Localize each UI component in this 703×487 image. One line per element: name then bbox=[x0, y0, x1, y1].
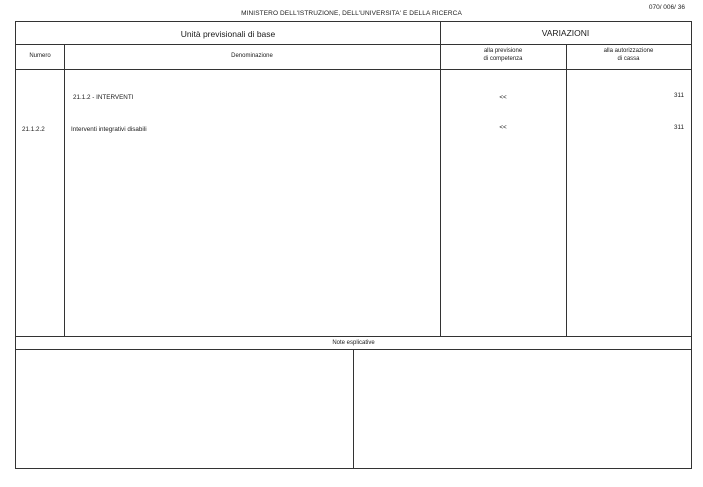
col-header-cassa-line1: alla autorizzazione bbox=[603, 48, 654, 54]
col-header-cassa bbox=[566, 48, 691, 63]
row-1-denominazione: 21.1.2 - INTERVENTI bbox=[73, 94, 134, 101]
notes-left-box bbox=[16, 350, 353, 468]
page-reference: 070/ 006/ 36 bbox=[648, 4, 685, 11]
col-header-numero: Numero bbox=[29, 53, 51, 59]
row-1-competenza: << bbox=[499, 94, 507, 101]
form-frame bbox=[15, 21, 692, 469]
table-bottom-rule bbox=[16, 336, 691, 337]
row-2-competenza: << bbox=[499, 124, 507, 131]
group-header-upb: Unità previsionali di base bbox=[180, 29, 276, 39]
numero-column-rule bbox=[64, 44, 65, 336]
col-header-competenza-line2: di competenza bbox=[483, 55, 523, 62]
cassa-column-rule bbox=[566, 44, 567, 336]
col-header-cassa-line2: di cassa bbox=[617, 55, 640, 62]
col-header-competenza-line1: alla previsione bbox=[483, 48, 523, 54]
group-header-variazioni: VARIAZIONI bbox=[541, 28, 590, 38]
variazioni-column-rule bbox=[440, 22, 441, 336]
row-2-denominazione: Interventi integrativi disabili bbox=[71, 126, 147, 133]
header-divider bbox=[16, 44, 691, 45]
row-1-cassa: 311 bbox=[673, 92, 684, 99]
row-2-numero: 21.1.2.2 bbox=[22, 126, 45, 133]
col-header-competenza bbox=[440, 48, 566, 63]
notes-right-box bbox=[354, 350, 691, 468]
col-header-denominazione: Denominazione bbox=[231, 53, 273, 59]
ministry-title: MINISTERO DELL'ISTRUZIONE, DELL'UNIVERSITA' E DELLA RICERCA bbox=[241, 10, 462, 17]
column-header-divider bbox=[16, 69, 691, 70]
notes-title: Note esplicative bbox=[332, 340, 375, 346]
row-2-cassa: 311 bbox=[673, 124, 684, 131]
